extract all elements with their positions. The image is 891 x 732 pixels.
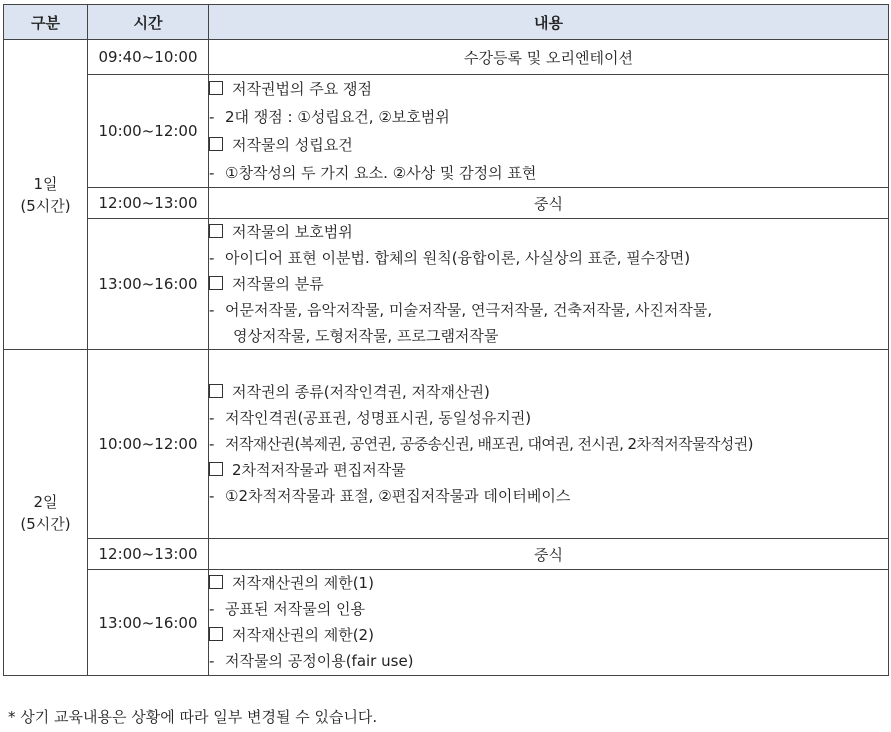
line-text: 아이디어 표현 이분법. 합체의 원칙(융합이론, 사실상의 표준, 필수장면) [225,249,691,267]
time-cell: 12:00~13:00 [88,539,209,570]
sub-line [209,648,888,674]
content-cell [209,350,889,539]
line-text: 저작인격권(공표권, 성명표시권, 동일성유지권) [225,409,532,427]
dash-icon: - [209,600,215,618]
line-text: 저작재산권의 제한(2) [232,626,374,644]
sub-line-continued [209,323,888,349]
header-division: 구분 [4,5,88,40]
bullet-line [209,131,888,159]
sub-line [209,405,888,431]
content-cell: 중식 [209,539,889,570]
line-text: 저작물의 분류 [232,275,324,293]
table-row [4,350,889,539]
line-text: 어문저작물, 음악저작물, 미술저작물, 연극저작물, 건축저작물, 사진저작물, [225,301,713,319]
time-cell: 13:00~16:00 [88,219,209,350]
bullet-line [209,622,888,648]
day-cell-2 [4,350,88,676]
line-text: 저작물의 보호범위 [232,223,353,241]
sub-line [209,596,888,622]
bullet-line [209,219,888,245]
line-text: 2대 쟁점 : ①성립요건, ②보호범위 [225,108,450,126]
sub-line [209,431,888,457]
time-cell: 12:00~13:00 [88,188,209,219]
table-row [4,219,889,350]
checkbox-square-icon [209,81,223,95]
table-row [4,40,889,75]
line-text: 영상저작물, 도형저작물, 프로그램저작물 [233,327,499,345]
content-cell: 수강등록 및 오리엔테이션 [209,40,889,75]
day-label: 2일 [33,492,58,511]
time-cell: 10:00~12:00 [88,75,209,188]
content-cell: 중식 [209,188,889,219]
time-cell: 09:40~10:00 [88,40,209,75]
header-row [4,5,889,40]
checkbox-square-icon [209,575,223,589]
day-label: 1일 [33,174,58,193]
table-row [4,539,889,570]
line-text: 저작재산권의 제한(1) [232,574,374,592]
time-cell: 13:00~16:00 [88,570,209,676]
bullet-line [209,457,888,483]
line-text: ①창작성의 두 가지 요소. ②사상 및 감정의 표현 [225,164,537,182]
table-row [4,75,889,188]
content-cell [209,570,889,676]
sub-line [209,245,888,271]
checkbox-square-icon [209,137,223,151]
checkbox-square-icon [209,462,223,476]
footnote: * 상기 교육내용은 상황에 따라 일부 변경될 수 있습니다. [8,708,378,726]
header-time: 시간 [88,5,209,40]
header-content: 내용 [209,5,889,40]
time-cell: 10:00~12:00 [88,350,209,539]
content-cell [209,219,889,350]
bullet-line [209,570,888,596]
sub-line [209,483,888,509]
checkbox-square-icon [209,276,223,290]
checkbox-square-icon [209,384,223,398]
schedule-table [3,4,889,676]
dash-icon: - [209,164,215,182]
line-text: ①2차적저작물과 표절, ②편집저작물과 데이터베이스 [225,487,571,505]
bullet-line [209,75,888,103]
dash-icon: - [209,249,215,267]
line-text: 저작권의 종류(저작인격권, 저작재산권) [232,383,490,401]
dash-icon: - [209,108,215,126]
line-text: 저작물의 공정이용(fair use) [225,652,414,670]
line-text: 저작물의 성립요건 [232,136,353,154]
sub-line [209,159,888,187]
bullet-line [209,271,888,297]
day-cell-1 [4,40,88,350]
dash-icon: - [209,487,215,505]
line-text: 2차적저작물과 편집저작물 [232,461,406,479]
table-row [4,188,889,219]
checkbox-square-icon [209,627,223,641]
checkbox-square-icon [209,224,223,238]
line-text: 저작재산권(복제권, 공연권, 공중송신권, 배포권, 대여권, 전시권, 2차적저작물작성권) [225,435,753,453]
dash-icon: - [209,301,215,319]
table-row [4,570,889,676]
day-hours: (5시간) [20,514,71,533]
day-hours: (5시간) [20,196,71,215]
sub-line [209,103,888,131]
dash-icon: - [209,652,215,670]
content-cell [209,75,889,188]
dash-icon: - [209,435,215,453]
bullet-line [209,379,888,405]
sub-line [209,297,888,323]
dash-icon: - [209,409,215,427]
line-text: 저작권법의 주요 쟁점 [232,80,372,98]
line-text: 공표된 저작물의 인용 [225,600,365,618]
